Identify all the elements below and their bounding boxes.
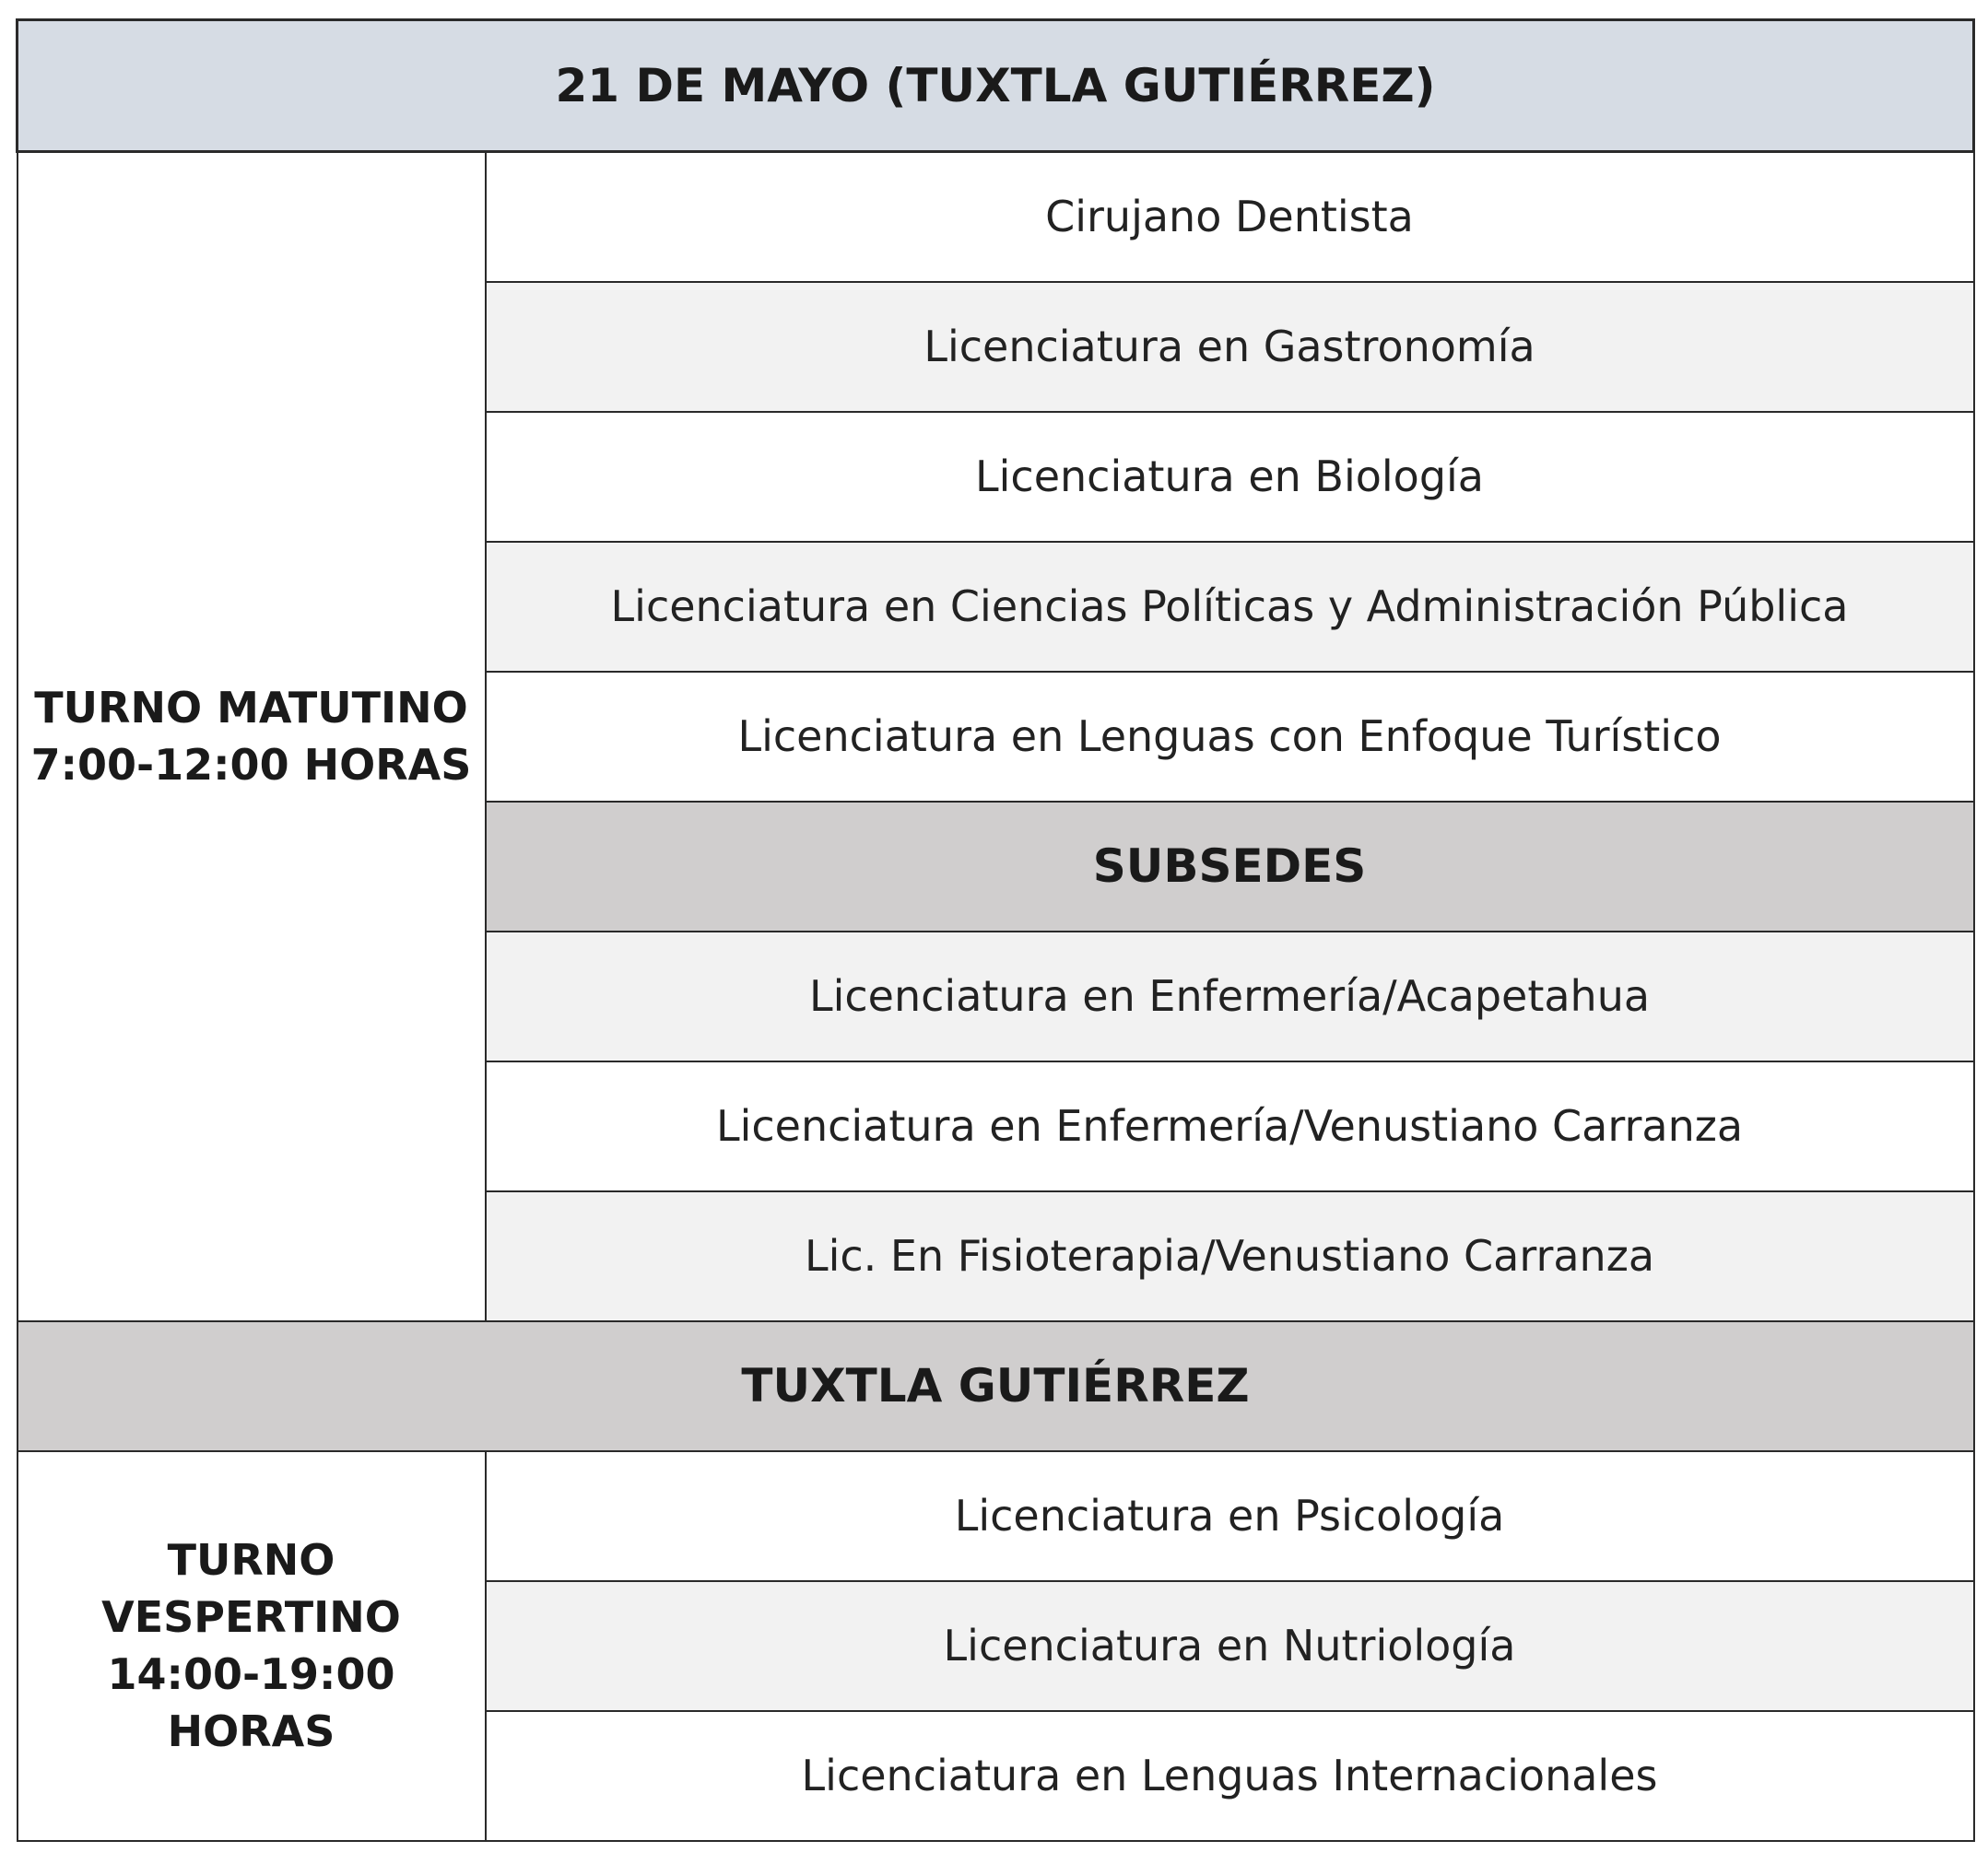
table-row (18, 1451, 1974, 1581)
subsede-program-cell: Lic. En Fisioterapia/Venustiano Carranza (486, 1191, 1974, 1321)
table-row (18, 152, 1974, 282)
program-cell: Licenciatura en Lenguas con Enfoque Turístico (486, 672, 1974, 802)
tuxtla-section-heading: TUXTLA GUTIÉRREZ (18, 1321, 1974, 1451)
section-row (18, 1321, 1974, 1451)
table-title: 21 DE MAYO (TUXTLA GUTIÉRREZ) (18, 20, 1974, 152)
evening-shift-hours: 14:00-19:00 HORAS (107, 1649, 395, 1756)
program-cell: Licenciatura en Lenguas Internacionales (486, 1711, 1974, 1841)
title-row (18, 20, 1974, 152)
program-cell: Licenciatura en Biología (486, 412, 1974, 542)
subsede-program-cell: Licenciatura en Enfermería/Venustiano Carranza (486, 1061, 1974, 1191)
program-cell: Licenciatura en Psicología (486, 1451, 1974, 1581)
subsedes-heading: SUBSEDES (486, 802, 1974, 932)
program-cell: Licenciatura en Gastronomía (486, 282, 1974, 412)
subsede-program-cell: Licenciatura en Enfermería/Acapetahua (486, 932, 1974, 1061)
schedule-table (16, 18, 1975, 1842)
morning-shift-hours: 7:00-12:00 HORAS (30, 740, 472, 791)
program-cell: Licenciatura en Ciencias Políticas y Administración Pública (486, 542, 1974, 672)
program-cell: Licenciatura en Nutriología (486, 1581, 1974, 1711)
morning-shift-name: TURNO MATUTINO (34, 683, 468, 733)
evening-shift-name: TURNO VESPERTINO (101, 1535, 401, 1642)
evening-shift-cell (18, 1451, 486, 1841)
program-cell: Cirujano Dentista (486, 152, 1974, 282)
morning-shift-cell (18, 152, 486, 1321)
